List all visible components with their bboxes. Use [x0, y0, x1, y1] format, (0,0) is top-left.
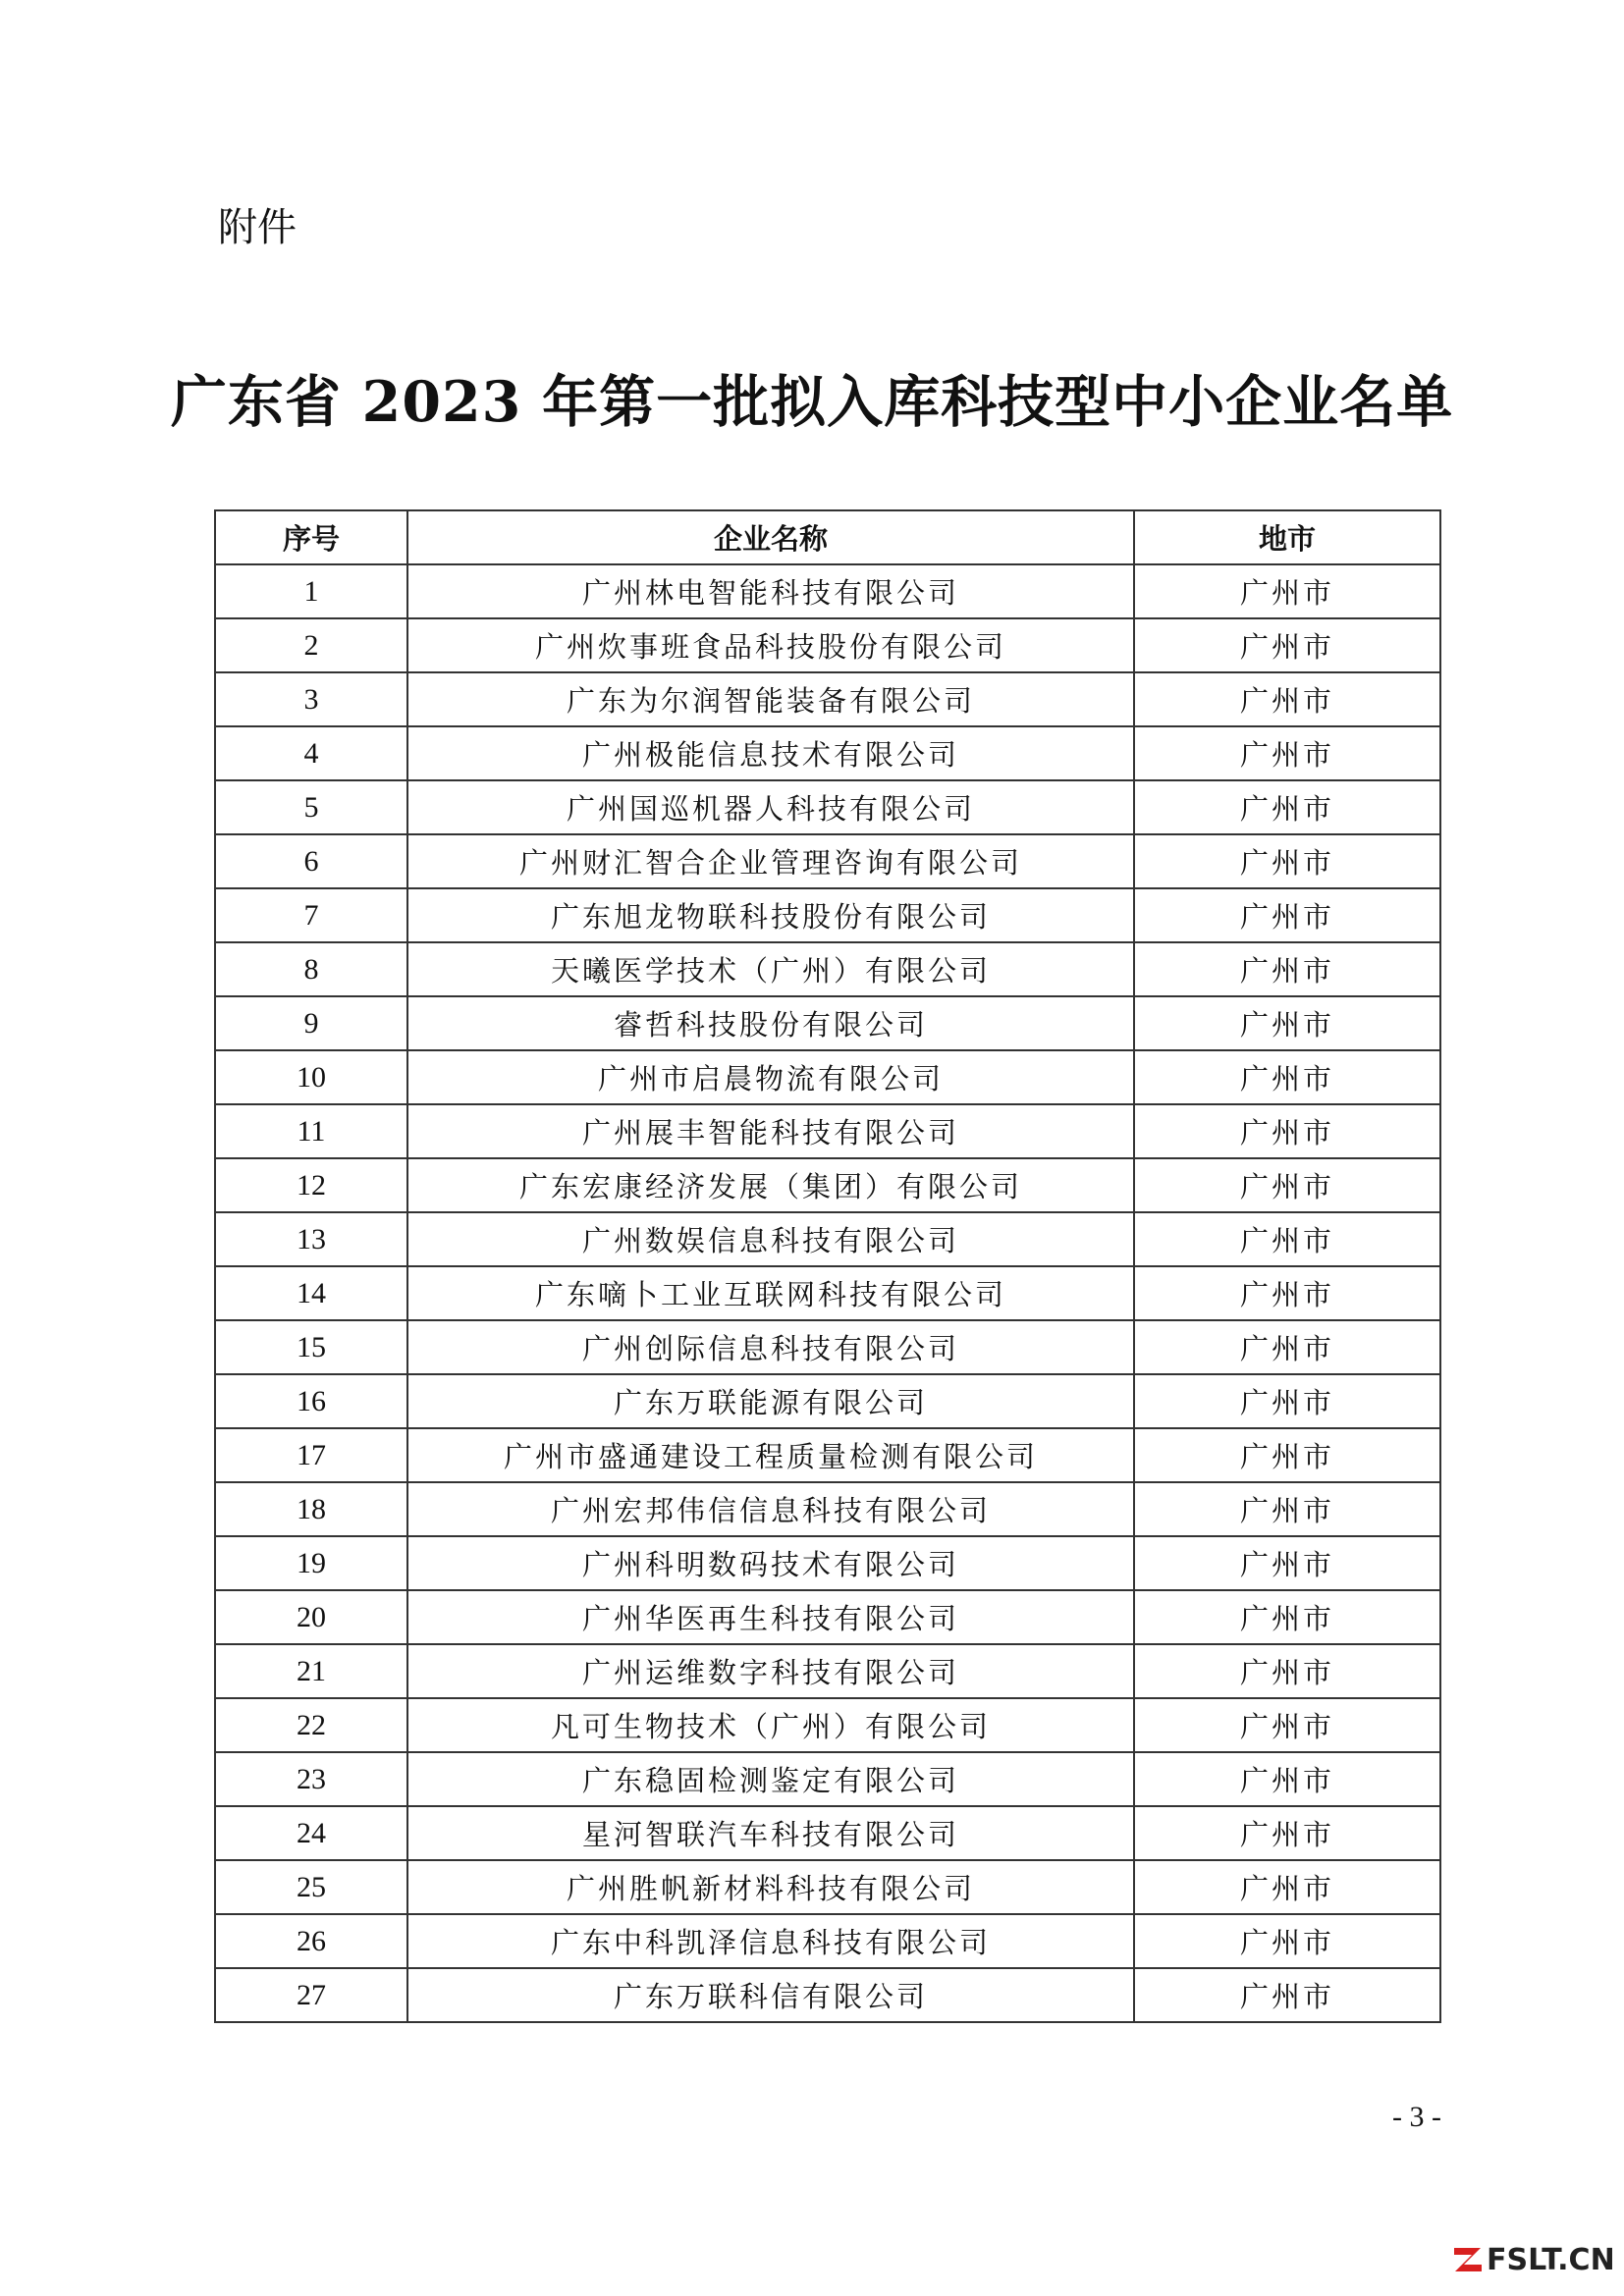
- serial-number-cell: 4: [215, 726, 407, 780]
- city-cell: 广州市: [1134, 1212, 1440, 1266]
- table-row: [215, 1266, 1440, 1320]
- enterprise-name-cell: 广州胜帆新材料科技有限公司: [407, 1860, 1134, 1914]
- city-cell: 广州市: [1134, 672, 1440, 726]
- enterprise-name-cell: 广东中科凯泽信息科技有限公司: [407, 1914, 1134, 1968]
- table-row: [215, 1374, 1440, 1428]
- serial-number-cell: 5: [215, 780, 407, 834]
- enterprise-name-cell: 广东万联能源有限公司: [407, 1374, 1134, 1428]
- table-row: [215, 888, 1440, 942]
- table-row: [215, 1914, 1440, 1968]
- header-serial-number: 序号: [215, 510, 407, 564]
- city-cell: 广州市: [1134, 1482, 1440, 1536]
- serial-number-cell: 8: [215, 942, 407, 996]
- table-row: [215, 1752, 1440, 1806]
- city-cell: 广州市: [1134, 1752, 1440, 1806]
- enterprise-name-cell: 广东宏康经济发展（集团）有限公司: [407, 1158, 1134, 1212]
- enterprise-name-cell: 广东万联科信有限公司: [407, 1968, 1134, 2022]
- enterprise-name-cell: 广州市启晨物流有限公司: [407, 1050, 1134, 1104]
- serial-number-cell: 25: [215, 1860, 407, 1914]
- city-cell: 广州市: [1134, 942, 1440, 996]
- enterprise-name-cell: 广州财汇智合企业管理咨询有限公司: [407, 834, 1134, 888]
- serial-number-cell: 23: [215, 1752, 407, 1806]
- city-cell: 广州市: [1134, 1374, 1440, 1428]
- serial-number-cell: 22: [215, 1698, 407, 1752]
- city-cell: 广州市: [1134, 1914, 1440, 1968]
- city-cell: 广州市: [1134, 1590, 1440, 1644]
- table-row: [215, 1212, 1440, 1266]
- enterprise-name-cell: 广东嘀卜工业互联网科技有限公司: [407, 1266, 1134, 1320]
- city-cell: 广州市: [1134, 1158, 1440, 1212]
- page-title: 广东省 2023 年第一批拟入库科技型中小企业名单: [170, 369, 1454, 435]
- serial-number-cell: 17: [215, 1428, 407, 1482]
- table-row: [215, 1968, 1440, 2022]
- city-cell: 广州市: [1134, 1050, 1440, 1104]
- city-cell: 广州市: [1134, 726, 1440, 780]
- serial-number-cell: 27: [215, 1968, 407, 2022]
- table-row: [215, 1698, 1440, 1752]
- city-cell: 广州市: [1134, 1104, 1440, 1158]
- enterprise-name-cell: 广州林电智能科技有限公司: [407, 564, 1134, 618]
- table-row: [215, 996, 1440, 1050]
- table-row: [215, 1050, 1440, 1104]
- serial-number-cell: 26: [215, 1914, 407, 1968]
- city-cell: 广州市: [1134, 564, 1440, 618]
- enterprise-name-cell: 广东稳固检测鉴定有限公司: [407, 1752, 1134, 1806]
- table-row: [215, 942, 1440, 996]
- serial-number-cell: 7: [215, 888, 407, 942]
- table-row: [215, 1860, 1440, 1914]
- enterprise-name-cell: 广州市盛通建设工程质量检测有限公司: [407, 1428, 1134, 1482]
- enterprise-name-cell: 广东为尔润智能装备有限公司: [407, 672, 1134, 726]
- enterprise-name-cell: 凡可生物技术（广州）有限公司: [407, 1698, 1134, 1752]
- enterprise-name-cell: 天曦医学技术（广州）有限公司: [407, 942, 1134, 996]
- serial-number-cell: 13: [215, 1212, 407, 1266]
- serial-number-cell: 18: [215, 1482, 407, 1536]
- city-cell: 广州市: [1134, 1860, 1440, 1914]
- serial-number-cell: 3: [215, 672, 407, 726]
- table-row: [215, 1158, 1440, 1212]
- city-cell: 广州市: [1134, 618, 1440, 672]
- city-cell: 广州市: [1134, 1536, 1440, 1590]
- serial-number-cell: 11: [215, 1104, 407, 1158]
- logo-mark: [1454, 2248, 1482, 2271]
- table-row: [215, 1482, 1440, 1536]
- table-row: [215, 564, 1440, 618]
- serial-number-cell: 6: [215, 834, 407, 888]
- enterprise-name-cell: 睿哲科技股份有限公司: [407, 996, 1134, 1050]
- enterprise-name-cell: 广东旭龙物联科技股份有限公司: [407, 888, 1134, 942]
- city-cell: 广州市: [1134, 1644, 1440, 1698]
- table-row: [215, 834, 1440, 888]
- fslt-logo-icon: [1451, 2242, 1487, 2277]
- city-cell: 广州市: [1134, 1320, 1440, 1374]
- page-number: - 3 -: [1392, 2101, 1441, 2133]
- table-body: [215, 564, 1440, 2022]
- header-city: 地市: [1134, 510, 1440, 564]
- enterprise-name-cell: 广州数娱信息科技有限公司: [407, 1212, 1134, 1266]
- table-row: [215, 1590, 1440, 1644]
- city-cell: 广州市: [1134, 888, 1440, 942]
- table-row: [215, 672, 1440, 726]
- enterprise-name-cell: 广州展丰智能科技有限公司: [407, 1104, 1134, 1158]
- city-cell: 广州市: [1134, 1806, 1440, 1860]
- table-row: [215, 1806, 1440, 1860]
- city-cell: 广州市: [1134, 996, 1440, 1050]
- serial-number-cell: 2: [215, 618, 407, 672]
- table-row: [215, 1320, 1440, 1374]
- enterprise-name-cell: 广州极能信息技术有限公司: [407, 726, 1134, 780]
- enterprise-name-cell: 广州科明数码技术有限公司: [407, 1536, 1134, 1590]
- enterprise-name-cell: 广州运维数字科技有限公司: [407, 1644, 1134, 1698]
- enterprise-name-cell: 广州炊事班食品科技股份有限公司: [407, 618, 1134, 672]
- table-row: [215, 618, 1440, 672]
- table-row: [215, 1536, 1440, 1590]
- table-row: [215, 726, 1440, 780]
- serial-number-cell: 1: [215, 564, 407, 618]
- watermark-text: FSLT.CN: [1487, 2242, 1615, 2277]
- serial-number-cell: 16: [215, 1374, 407, 1428]
- table-row: [215, 1428, 1440, 1482]
- table-row: [215, 1644, 1440, 1698]
- serial-number-cell: 12: [215, 1158, 407, 1212]
- city-cell: 广州市: [1134, 1968, 1440, 2022]
- city-cell: 广州市: [1134, 1698, 1440, 1752]
- table-row: [215, 1104, 1440, 1158]
- city-cell: 广州市: [1134, 780, 1440, 834]
- enterprise-name-cell: 星河智联汽车科技有限公司: [407, 1806, 1134, 1860]
- site-watermark: [1451, 2236, 1618, 2283]
- table-header-row: [215, 510, 1440, 564]
- serial-number-cell: 15: [215, 1320, 407, 1374]
- serial-number-cell: 10: [215, 1050, 407, 1104]
- table-row: [215, 780, 1440, 834]
- enterprise-name-cell: 广州创际信息科技有限公司: [407, 1320, 1134, 1374]
- enterprise-name-cell: 广州宏邦伟信信息科技有限公司: [407, 1482, 1134, 1536]
- city-cell: 广州市: [1134, 1428, 1440, 1482]
- city-cell: 广州市: [1134, 834, 1440, 888]
- city-cell: 广州市: [1134, 1266, 1440, 1320]
- enterprise-list-table: [214, 509, 1441, 2023]
- serial-number-cell: 14: [215, 1266, 407, 1320]
- serial-number-cell: 9: [215, 996, 407, 1050]
- serial-number-cell: 21: [215, 1644, 407, 1698]
- attachment-label: 附件: [218, 205, 297, 250]
- enterprise-name-cell: 广州华医再生科技有限公司: [407, 1590, 1134, 1644]
- serial-number-cell: 20: [215, 1590, 407, 1644]
- serial-number-cell: 19: [215, 1536, 407, 1590]
- serial-number-cell: 24: [215, 1806, 407, 1860]
- enterprise-name-cell: 广州国巡机器人科技有限公司: [407, 780, 1134, 834]
- header-enterprise-name: 企业名称: [407, 510, 1134, 564]
